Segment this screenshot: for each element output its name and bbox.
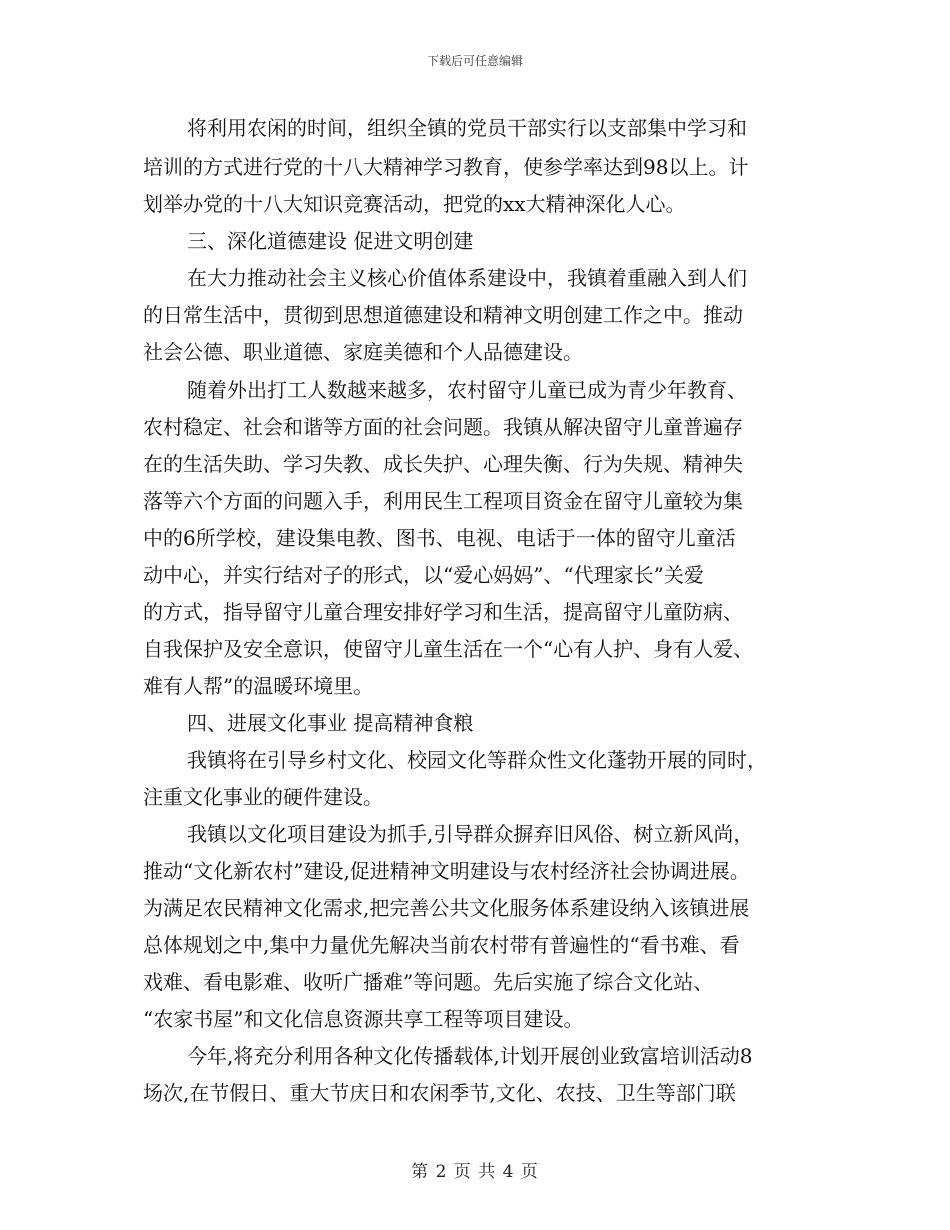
text-line: 在大力推动社会主义核心价值体系建设中，我镇着重融入到人们 bbox=[187, 266, 747, 290]
text-line: 中的6所学校，建设集电教、图书、电视、电话于一体的留守儿童活 bbox=[143, 526, 736, 550]
text-line: 的方式，指导留守儿童合理安排好学习和生活，提高留守儿童防病、 bbox=[143, 600, 743, 624]
text-line: 总体规划之中,集中力量优先解决当前农村带有普遍性的“看书难、看 bbox=[143, 933, 740, 957]
text-line: 戏难、看电影难、收听广播难”等问题。先后实施了综合文化站、 bbox=[143, 970, 714, 994]
text-line: 随着外出打工人数越来越多，农村留守儿童已成为青少年教育、 bbox=[187, 378, 747, 402]
text-line: 场次,在节假日、重大节庆日和农闲季节,文化、农技、卫生等部门联 bbox=[143, 1081, 736, 1105]
page-header: 下载后可任意编辑 bbox=[426, 54, 523, 68]
text-line: 的日常生活中，贯彻到思想道德建设和精神文明创建工作之中。推动 bbox=[143, 303, 743, 327]
text-line: 自我保护及安全意识，使留守儿童生活在一个“心有人护、身有人爱、 bbox=[143, 637, 754, 661]
text-line: 落等六个方面的问题入手，利用民生工程项目资金在留守儿童较为集 bbox=[143, 489, 743, 513]
text-line: 我镇将在引导乡村文化、校园文化等群众性文化蓬勃开展的同时， bbox=[187, 748, 767, 772]
text-line: 动中心，并实行结对子的形式，以“爱心妈妈”、“代理家长”关爱 bbox=[143, 563, 704, 587]
text-line: 难有人帮”的温暖环境里。 bbox=[143, 674, 374, 698]
page-footer: 第 2 页 共 4 页 bbox=[411, 1162, 539, 1182]
text-line: 推动“文化新农村”建设,促进精神文明建设与农村经济社会协调进展。 bbox=[143, 859, 750, 883]
text-line: 在的生活失助、学习失教、成长失护、心理失衡、行为失规、精神失 bbox=[143, 452, 743, 476]
text-line: 我镇以文化项目建设为抓手,引导群众摒弃旧风俗、树立新风尚， bbox=[187, 822, 754, 846]
text-line: 农村稳定、社会和谐等方面的社会问题。我镇从解决留守儿童普遍存 bbox=[143, 415, 743, 439]
text-line: 社会公德、职业道德、家庭美德和个人品德建设。 bbox=[143, 340, 583, 364]
text-line: 培训的方式进行党的十八大精神学习教育，使参学率达到98以上。计 bbox=[143, 155, 749, 179]
section-heading: 三、深化道德建设 促进文明创建 bbox=[187, 229, 474, 253]
text-line: 为满足农民精神文化需求,把完善公共文化服务体系建设纳入该镇进展 bbox=[143, 896, 750, 920]
text-line: 今年,将充分利用各种文化传播载体,计划开展创业致富培训活动8 bbox=[187, 1044, 753, 1068]
text-line: 划举办党的十八大知识竞赛活动，把党的xx大精神深化人心。 bbox=[143, 192, 686, 216]
section-heading: 四、进展文化事业 提高精神食粮 bbox=[187, 711, 474, 735]
text-line: “农家书屋”和文化信息资源共享工程等项目建设。 bbox=[143, 1007, 584, 1031]
text-line: 将利用农闲的时间，组织全镇的党员干部实行以支部集中学习和 bbox=[187, 116, 747, 140]
text-line: 注重文化事业的硬件建设。 bbox=[143, 785, 383, 809]
